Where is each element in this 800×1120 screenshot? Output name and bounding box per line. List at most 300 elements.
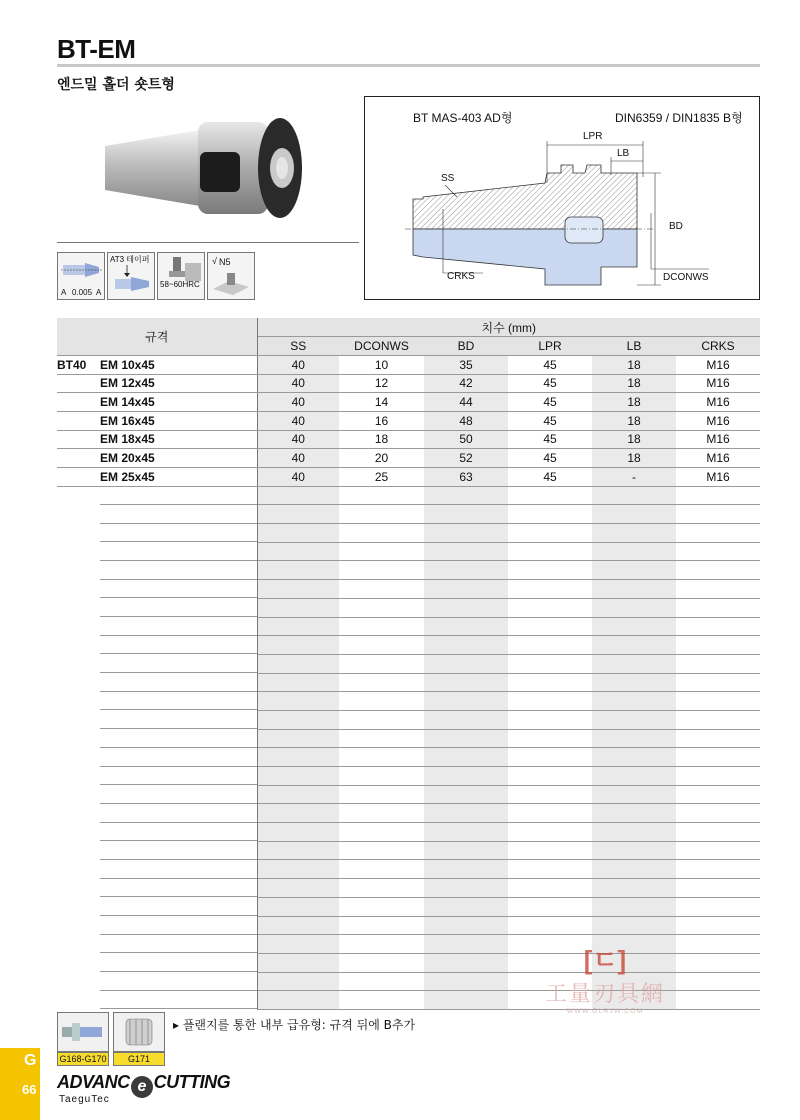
spec-name-cell xyxy=(57,916,257,935)
empty-cell xyxy=(592,841,676,860)
empty-cell xyxy=(592,636,676,655)
empty-cell xyxy=(257,785,339,804)
empty-cell xyxy=(424,897,508,916)
spec-name-cell xyxy=(57,804,257,823)
reference-link-g171[interactable]: G171 xyxy=(113,1052,165,1066)
cell-ss: 40 xyxy=(257,468,339,487)
empty-cell xyxy=(592,710,676,729)
empty-cell xyxy=(508,785,592,804)
empty-cell xyxy=(424,692,508,711)
cell-bd: 35 xyxy=(424,355,508,374)
spec-name-cell xyxy=(57,430,257,449)
empty-cell xyxy=(424,729,508,748)
empty-cell xyxy=(257,841,339,860)
taper-icon xyxy=(107,252,155,300)
empty-cell xyxy=(676,710,760,729)
empty-cell xyxy=(339,879,424,898)
empty-cell xyxy=(424,841,508,860)
cell-crks: M16 xyxy=(676,430,760,449)
cell-dconws: 25 xyxy=(339,468,424,487)
cell-lb: 18 xyxy=(592,411,676,430)
empty-cell xyxy=(339,580,424,599)
empty-cell xyxy=(676,953,760,972)
spec-name-cell xyxy=(57,355,257,374)
table-row-empty xyxy=(57,860,760,879)
empty-cell xyxy=(424,505,508,524)
empty-cell xyxy=(676,935,760,954)
empty-cell xyxy=(257,860,339,879)
empty-cell xyxy=(592,729,676,748)
column-header-crks: CRKS xyxy=(676,337,760,356)
empty-cell xyxy=(339,486,424,505)
table-row-empty xyxy=(57,748,760,767)
table-row xyxy=(57,411,760,430)
empty-cell xyxy=(424,748,508,767)
empty-cell xyxy=(508,916,592,935)
empty-cell xyxy=(676,823,760,842)
empty-cell xyxy=(676,804,760,823)
table-row-empty xyxy=(57,841,760,860)
empty-cell xyxy=(339,953,424,972)
table-row-empty xyxy=(57,897,760,916)
empty-cell xyxy=(508,673,592,692)
table-row-empty xyxy=(57,524,760,543)
table-row-empty xyxy=(57,710,760,729)
empty-cell xyxy=(676,692,760,711)
reference-link-g168[interactable]: G168-G170 xyxy=(57,1052,109,1066)
empty-cell xyxy=(676,505,760,524)
cell-dconws: 12 xyxy=(339,374,424,393)
dim-lpr: LPR xyxy=(583,131,603,142)
cell-dconws: 20 xyxy=(339,449,424,468)
cell-lb: 18 xyxy=(592,449,676,468)
table-row-empty xyxy=(57,785,760,804)
product-photo xyxy=(100,108,310,228)
empty-cell xyxy=(424,524,508,543)
empty-cell xyxy=(592,524,676,543)
cell-lpr: 45 xyxy=(508,355,592,374)
spec-name: EM 10x45 xyxy=(100,357,155,372)
empty-cell xyxy=(257,524,339,543)
empty-cell xyxy=(257,673,339,692)
cell-ss: 40 xyxy=(257,355,339,374)
column-header-dconws: DCONWS xyxy=(339,337,424,356)
empty-cell xyxy=(676,486,760,505)
empty-cell xyxy=(339,673,424,692)
spec-name-cell xyxy=(57,636,257,655)
hardness-icon xyxy=(157,252,205,300)
empty-cell xyxy=(592,505,676,524)
runout-datum-label: A xyxy=(61,288,67,297)
empty-cell xyxy=(257,991,339,1010)
taper-label: AT3 테이퍼 xyxy=(110,255,150,264)
empty-cell xyxy=(339,729,424,748)
empty-cell xyxy=(676,673,760,692)
empty-cell xyxy=(424,916,508,935)
empty-cell xyxy=(257,580,339,599)
empty-cell xyxy=(508,486,592,505)
empty-cell xyxy=(676,991,760,1010)
empty-cell xyxy=(508,841,592,860)
cell-ss: 40 xyxy=(257,430,339,449)
cell-dconws: 14 xyxy=(339,393,424,412)
spec-name-cell xyxy=(57,879,257,898)
empty-cell xyxy=(508,804,592,823)
table-row-empty xyxy=(57,486,760,505)
spec-name-cell xyxy=(57,673,257,692)
spec-name: EM 14x45 xyxy=(100,395,155,410)
empty-cell xyxy=(424,542,508,561)
cell-ss: 40 xyxy=(257,449,339,468)
cell-lpr: 45 xyxy=(508,468,592,487)
spec-column-header: 규격 xyxy=(57,318,257,355)
empty-cell xyxy=(676,897,760,916)
empty-cell xyxy=(592,767,676,786)
table-row-empty xyxy=(57,804,760,823)
cell-crks: M16 xyxy=(676,411,760,430)
spec-name-cell xyxy=(57,617,257,636)
empty-cell xyxy=(339,972,424,991)
empty-cell xyxy=(424,860,508,879)
empty-cell xyxy=(676,617,760,636)
cell-lb: 18 xyxy=(592,374,676,393)
empty-cell xyxy=(676,636,760,655)
root-sign-icon: √ xyxy=(212,256,217,266)
empty-cell xyxy=(508,767,592,786)
empty-cell xyxy=(508,748,592,767)
table-row-empty xyxy=(57,673,760,692)
watermark-url: WWW.GLRJW.COM xyxy=(566,1008,644,1015)
dim-dconws: DCONWS xyxy=(663,272,709,283)
coolant-note-text: 플랜지를 통한 내부 급유형: 규격 뒤에 B추가 xyxy=(182,1018,416,1032)
empty-cell xyxy=(508,879,592,898)
empty-cell xyxy=(592,580,676,599)
empty-cell xyxy=(424,598,508,617)
empty-cell xyxy=(257,729,339,748)
empty-cell xyxy=(424,636,508,655)
cell-crks: M16 xyxy=(676,449,760,468)
empty-cell xyxy=(257,879,339,898)
surface-roughness-icon xyxy=(207,252,255,300)
empty-cell xyxy=(508,598,592,617)
table-row-empty xyxy=(57,617,760,636)
cell-crks: M16 xyxy=(676,468,760,487)
empty-cell xyxy=(676,561,760,580)
empty-cell xyxy=(592,692,676,711)
roughness-label: N5 xyxy=(219,257,231,267)
empty-cell xyxy=(424,804,508,823)
spec-name: EM 18x45 xyxy=(100,432,155,447)
cell-bd: 50 xyxy=(424,430,508,449)
spec-name-cell xyxy=(57,468,257,487)
empty-cell xyxy=(257,561,339,580)
table-row-empty xyxy=(57,916,760,935)
spec-name-cell xyxy=(57,542,257,561)
empty-cell xyxy=(508,561,592,580)
spec-name-cell xyxy=(57,393,257,412)
empty-cell xyxy=(592,916,676,935)
table-row xyxy=(57,374,760,393)
empty-cell xyxy=(592,561,676,580)
cell-lb: 18 xyxy=(592,355,676,374)
empty-cell xyxy=(339,598,424,617)
empty-cell xyxy=(508,860,592,879)
spec-table-body xyxy=(57,355,760,1009)
empty-cell xyxy=(592,897,676,916)
empty-cell xyxy=(257,897,339,916)
spec-name-cell xyxy=(57,785,257,804)
table-row xyxy=(57,430,760,449)
empty-cell xyxy=(508,729,592,748)
empty-cell xyxy=(339,710,424,729)
empty-cell xyxy=(339,991,424,1010)
cell-lpr: 45 xyxy=(508,374,592,393)
empty-cell xyxy=(676,654,760,673)
cell-crks: M16 xyxy=(676,355,760,374)
empty-cell xyxy=(676,916,760,935)
empty-cell xyxy=(508,692,592,711)
spec-name: EM 12x45 xyxy=(100,376,155,391)
empty-cell xyxy=(508,823,592,842)
section-letter: G xyxy=(24,1052,37,1069)
watermark-text: 工量刃具網 xyxy=(544,982,665,1007)
cell-dconws: 18 xyxy=(339,430,424,449)
empty-cell xyxy=(508,897,592,916)
empty-cell xyxy=(424,823,508,842)
coolant-fitting-icon xyxy=(57,1012,109,1052)
table-row-empty xyxy=(57,729,760,748)
empty-cell xyxy=(257,636,339,655)
dim-bd: BD xyxy=(669,221,683,232)
empty-cell xyxy=(257,748,339,767)
empty-cell xyxy=(676,785,760,804)
empty-cell xyxy=(339,897,424,916)
empty-cell xyxy=(508,505,592,524)
spec-name-cell xyxy=(57,505,257,524)
empty-cell xyxy=(257,953,339,972)
spec-name-cell xyxy=(57,860,257,879)
spec-name-cell xyxy=(57,823,257,842)
empty-cell xyxy=(592,617,676,636)
empty-cell xyxy=(508,580,592,599)
empty-cell xyxy=(508,636,592,655)
brand-text-right: CUTTING xyxy=(153,1072,231,1092)
empty-cell xyxy=(424,972,508,991)
empty-cell xyxy=(339,748,424,767)
empty-cell xyxy=(339,636,424,655)
empty-cell xyxy=(339,785,424,804)
spec-name-cell xyxy=(57,598,257,617)
empty-cell xyxy=(424,879,508,898)
empty-cell xyxy=(339,841,424,860)
column-header-lpr: LPR xyxy=(508,337,592,356)
table-row-empty xyxy=(57,654,760,673)
empty-cell xyxy=(424,935,508,954)
spec-name-cell xyxy=(57,524,257,543)
watermark xyxy=(530,940,680,1015)
empty-cell xyxy=(424,673,508,692)
empty-cell xyxy=(676,972,760,991)
column-header-bd: BD xyxy=(424,337,508,356)
cell-crks: M16 xyxy=(676,374,760,393)
spec-name: EM 16x45 xyxy=(100,413,155,428)
cell-dconws: 10 xyxy=(339,355,424,374)
table-row-empty xyxy=(57,505,760,524)
dim-ss: SS xyxy=(441,173,455,184)
spec-prefix: BT40 xyxy=(57,357,87,372)
standard-label-right: DIN6359 / DIN1835 B형 xyxy=(615,111,743,125)
table-row xyxy=(57,468,760,487)
spec-table xyxy=(57,318,760,1010)
table-row-empty xyxy=(57,879,760,898)
brand-subtitle: TaeguTec xyxy=(59,1094,110,1105)
empty-cell xyxy=(257,767,339,786)
empty-cell xyxy=(592,673,676,692)
spec-name-cell xyxy=(57,767,257,786)
empty-cell xyxy=(339,823,424,842)
empty-cell xyxy=(257,654,339,673)
empty-cell xyxy=(508,710,592,729)
empty-cell xyxy=(592,598,676,617)
cell-lpr: 45 xyxy=(508,393,592,412)
empty-cell xyxy=(257,916,339,935)
cell-lb: 18 xyxy=(592,430,676,449)
empty-cell xyxy=(257,617,339,636)
spec-name-cell xyxy=(57,935,257,954)
empty-cell xyxy=(257,710,339,729)
empty-cell xyxy=(257,935,339,954)
empty-cell xyxy=(424,580,508,599)
spec-name-cell xyxy=(57,561,257,580)
table-row-empty xyxy=(57,598,760,617)
table-row xyxy=(57,449,760,468)
empty-cell xyxy=(508,617,592,636)
spec-name-cell xyxy=(57,580,257,599)
coolant-note xyxy=(173,1016,415,1033)
spec-name-cell xyxy=(57,654,257,673)
empty-cell xyxy=(257,598,339,617)
empty-cell xyxy=(339,542,424,561)
table-row-empty xyxy=(57,542,760,561)
column-header-ss: SS xyxy=(257,337,339,356)
empty-cell xyxy=(257,823,339,842)
brand-text-left: ADVANC xyxy=(57,1072,130,1092)
cell-lpr: 45 xyxy=(508,449,592,468)
spec-name-cell xyxy=(57,486,257,505)
empty-cell xyxy=(592,804,676,823)
cell-ss: 40 xyxy=(257,374,339,393)
table-row xyxy=(57,393,760,412)
spec-name-cell xyxy=(57,897,257,916)
empty-cell xyxy=(676,542,760,561)
table-row-empty xyxy=(57,823,760,842)
empty-cell xyxy=(339,617,424,636)
hardness-label: 58~60HRC xyxy=(160,280,200,289)
empty-cell xyxy=(424,654,508,673)
empty-cell xyxy=(592,486,676,505)
empty-cell xyxy=(339,804,424,823)
table-header-row-1 xyxy=(57,318,760,337)
table-row xyxy=(57,355,760,374)
spec-name-cell xyxy=(57,449,257,468)
empty-cell xyxy=(508,542,592,561)
page-title: BT-EM xyxy=(57,34,136,64)
table-row-empty xyxy=(57,561,760,580)
watermark-logo: [ㄷ] xyxy=(583,945,627,975)
cell-dconws: 16 xyxy=(339,411,424,430)
empty-cell xyxy=(508,654,592,673)
cell-crks: M16 xyxy=(676,393,760,412)
empty-cell xyxy=(424,953,508,972)
table-row-empty xyxy=(57,767,760,786)
cell-lb: - xyxy=(592,468,676,487)
spec-name-cell xyxy=(57,411,257,430)
spec-name-cell xyxy=(57,972,257,991)
empty-cell xyxy=(339,692,424,711)
holder-cross-section xyxy=(365,97,758,298)
empty-cell xyxy=(676,598,760,617)
empty-cell xyxy=(339,654,424,673)
collet-icon xyxy=(113,1012,165,1052)
cell-ss: 40 xyxy=(257,393,339,412)
spec-name-cell xyxy=(57,953,257,972)
empty-cell xyxy=(592,785,676,804)
cell-bd: 48 xyxy=(424,411,508,430)
page-number: 66 xyxy=(22,1082,37,1097)
spec-name-cell xyxy=(57,748,257,767)
spec-name-cell xyxy=(57,991,257,1010)
cell-lb: 18 xyxy=(592,393,676,412)
cell-lpr: 45 xyxy=(508,411,592,430)
empty-cell xyxy=(592,860,676,879)
empty-cell xyxy=(257,486,339,505)
empty-cell xyxy=(676,748,760,767)
empty-cell xyxy=(424,561,508,580)
standard-label-left: BT MAS-403 AD형 xyxy=(413,111,513,125)
triangle-bullet-icon: ▸ xyxy=(173,1018,183,1032)
cell-bd: 44 xyxy=(424,393,508,412)
empty-cell xyxy=(339,505,424,524)
empty-cell xyxy=(424,767,508,786)
cell-bd: 63 xyxy=(424,468,508,487)
empty-cell xyxy=(257,542,339,561)
empty-cell xyxy=(257,505,339,524)
empty-cell xyxy=(676,580,760,599)
runout-datum-label-2: A xyxy=(96,288,102,297)
dim-crks: CRKS xyxy=(447,271,475,282)
empty-cell xyxy=(339,935,424,954)
spec-name-cell xyxy=(57,841,257,860)
empty-cell xyxy=(257,972,339,991)
empty-cell xyxy=(676,729,760,748)
empty-cell xyxy=(676,767,760,786)
spec-name: EM 25x45 xyxy=(100,469,155,484)
empty-cell xyxy=(339,767,424,786)
table-row-empty xyxy=(57,580,760,599)
empty-cell xyxy=(508,524,592,543)
empty-cell xyxy=(424,486,508,505)
cell-bd: 52 xyxy=(424,449,508,468)
cell-ss: 40 xyxy=(257,411,339,430)
spec-name-cell xyxy=(57,374,257,393)
spec-name-cell xyxy=(57,710,257,729)
empty-cell xyxy=(592,823,676,842)
table-row-empty xyxy=(57,692,760,711)
empty-cell xyxy=(339,916,424,935)
spec-name: EM 20x45 xyxy=(100,451,155,466)
column-header-lb: LB xyxy=(592,337,676,356)
empty-cell xyxy=(592,654,676,673)
